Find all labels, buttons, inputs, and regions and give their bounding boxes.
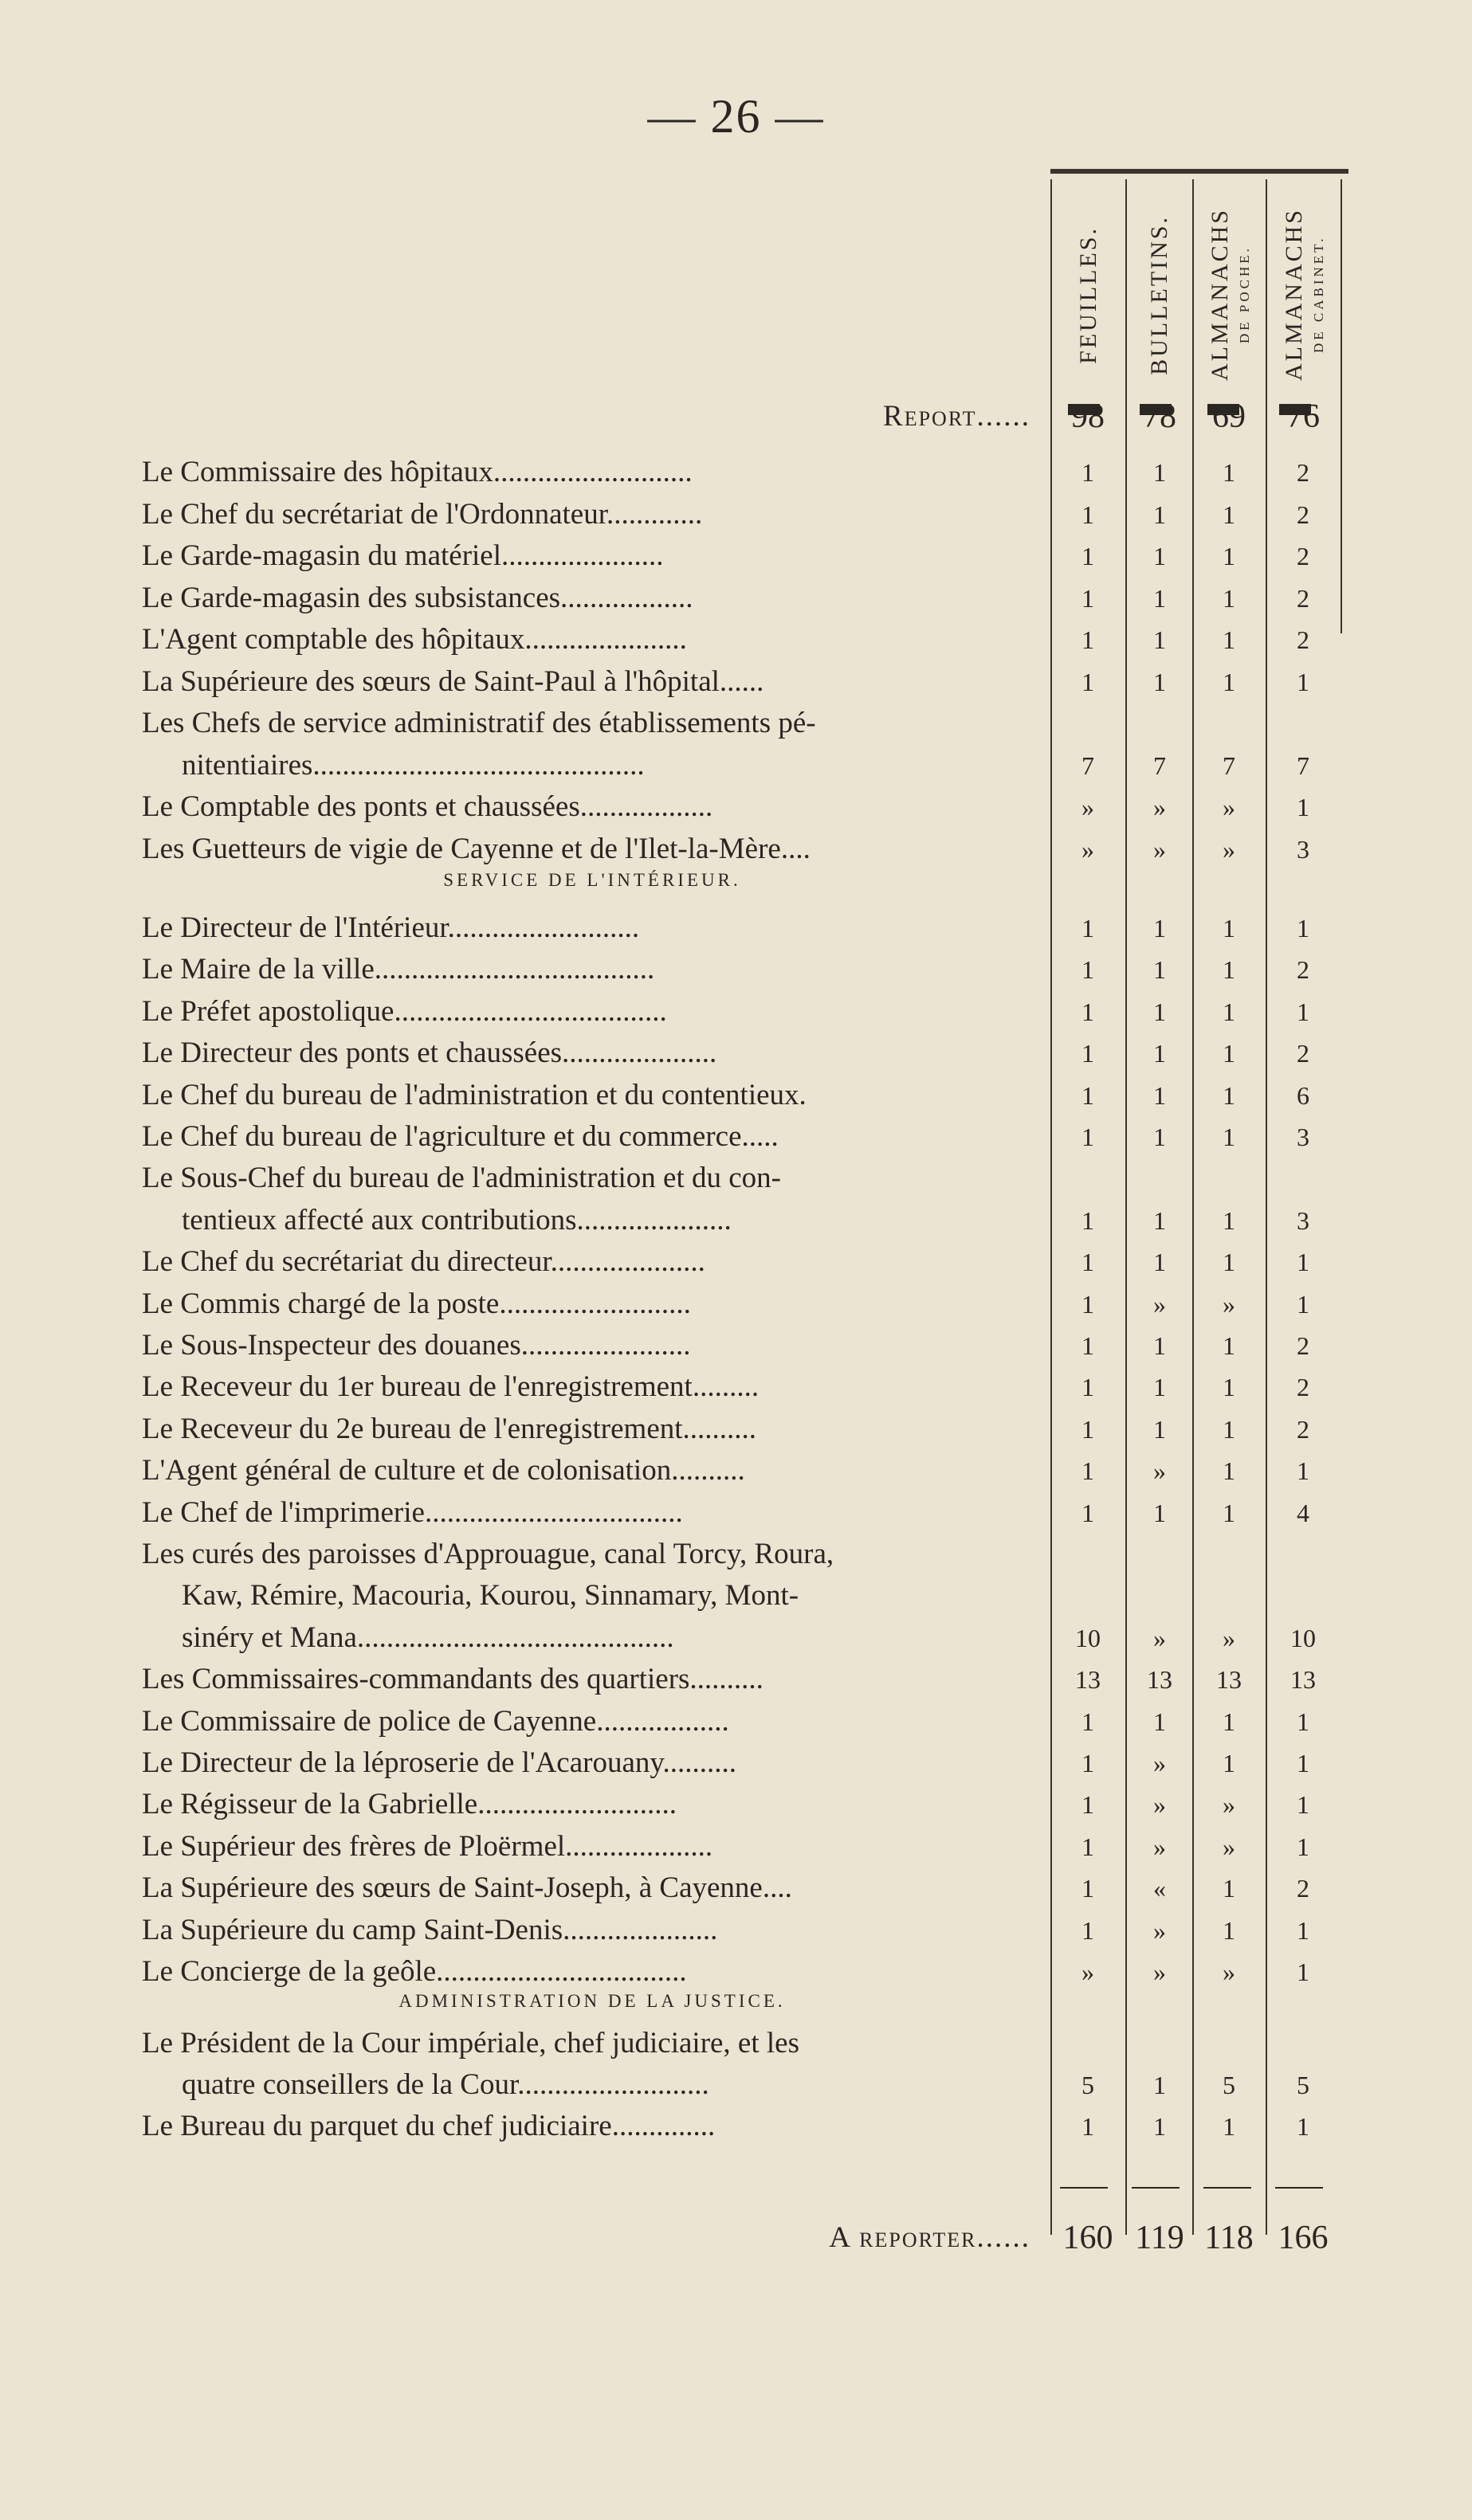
table-row [0,1242,1472,1282]
cell-almanachs-cabinet: 10 [1290,1623,1316,1652]
cell-bulletins: 1 [1153,1498,1166,1527]
cell-bulletins: 1 [1153,625,1166,654]
cell-bulletins: 1 [1153,1039,1166,1068]
cell-almanachs-poche: 1 [1223,1331,1235,1360]
carry-label: A reporter...... [829,2221,1030,2254]
cell-feuilles: 1 [1081,1414,1094,1444]
cell-almanachs-cabinet: 166 [1278,2220,1329,2256]
cell-bulletins: » [1153,834,1166,864]
cell-almanachs-poche: 1 [1223,1915,1235,1945]
cell-almanachs-poche: 1 [1223,997,1235,1026]
row-label: Le Sous-Chef du bureau de l'administration et du con- [142,1162,781,1195]
row-label: Les Guetteurs de vigie de Cayenne et de l'Ilet-la-Mère.... [142,832,811,865]
cell-almanachs-poche: » [1223,1623,1235,1652]
row-label: Le Président de la Cour impériale, chef judiciaire, et les [142,2027,799,2060]
cell-feuilles: 1 [1081,583,1094,613]
row-label: Le Chef du bureau de l'administration et du contentieux. [142,1078,807,1111]
cell-bulletins: 1 [1153,583,1166,613]
total-rule [1132,2187,1180,2189]
cell-almanachs-cabinet: 1 [1297,1707,1309,1736]
cell-almanachs-cabinet: 1 [1297,1915,1309,1945]
cell-almanachs-poche: 1 [1223,1749,1235,1777]
cell-almanachs-poche: » [1223,793,1235,821]
page-number: — 26 — [647,90,825,143]
table-row [0,1743,1472,1783]
cell-bulletins: » [1153,1289,1166,1319]
row-label: La Supérieure des sœurs de Saint-Paul à l'hôpital...... [142,664,764,698]
row-label: Le Bureau du parquet du chef judiciaire.............. [142,2110,716,2142]
cell-bulletins: 1 [1153,1123,1166,1151]
table-row [0,1827,1472,1867]
cell-almanachs-poche: 1 [1223,458,1235,487]
row-label: Les Commissaires-commandants des quartiers.......... [142,1663,763,1696]
table-row [0,1534,1472,1574]
cell-feuilles: 160 [1062,2220,1113,2256]
report-row [0,397,1472,437]
report-label: Report...... [883,400,1030,433]
table-row [0,703,1472,743]
cell-feuilles: 1 [1081,1331,1094,1360]
cell-bulletins: 1 [1153,542,1166,570]
row-label: Le Garde-magasin du matériel...................... [142,539,664,572]
cell-almanachs-poche: 1 [1223,1039,1235,1068]
cell-almanachs-cabinet: 2 [1297,458,1309,487]
cell-bulletins: 1 [1153,1080,1166,1110]
table-row [0,908,1472,948]
cell-feuilles: 98 [1071,398,1105,435]
cell-feuilles: » [1081,834,1094,864]
cell-almanachs-cabinet: 1 [1297,1958,1309,1986]
table-row [0,1785,1472,1824]
cell-feuilles: 1 [1081,914,1094,943]
table-row [0,536,1472,576]
row-label: Le Commissaire de police de Cayenne.................. [142,1704,729,1738]
cell-almanachs-poche: 1 [1223,1248,1235,1277]
cell-feuilles: 1 [1081,625,1094,654]
cell-feuilles: 1 [1081,1749,1094,1777]
row-label: Kaw, Rémire, Macouria, Kourou, Sinnamary, Mont- [182,1579,799,1613]
cell-almanachs-cabinet: 1 [1297,997,1309,1026]
cell-almanachs-cabinet: 1 [1297,1790,1309,1820]
table-row [0,2024,1472,2063]
cell-almanachs-poche: 1 [1223,914,1235,943]
table-row [0,1158,1472,1198]
cell-almanachs-poche: 1 [1223,1373,1235,1402]
cell-almanachs-poche: 1 [1223,1205,1235,1235]
table-row [0,1284,1472,1324]
cell-bulletins: 1 [1153,667,1166,696]
cell-feuilles: 1 [1081,1205,1094,1235]
table-row [0,1868,1472,1908]
cell-feuilles: » [1081,1958,1094,1986]
cell-almanachs-cabinet: 1 [1297,1749,1309,1777]
cell-almanachs-poche: 13 [1216,1665,1242,1695]
cell-bulletins: » [1153,1456,1166,1486]
cell-bulletins: 78 [1143,398,1176,435]
row-label: Le Commissaire des hôpitaux........................... [142,456,693,488]
cell-bulletins: 119 [1135,2220,1184,2256]
cell-almanachs-poche: 1 [1223,583,1235,613]
row-label: tentieux affecté aux contributions..................... [182,1203,732,1236]
cell-bulletins: » [1153,1832,1166,1861]
row-label: La Supérieure des sœurs de Saint-Joseph, à Cayenne.... [142,1871,792,1905]
cell-almanachs-cabinet: 2 [1297,625,1309,654]
cell-almanachs-poche: » [1223,834,1235,864]
cell-feuilles: 1 [1081,1080,1094,1110]
cell-feuilles: 10 [1075,1623,1101,1652]
row-label: Les curés des paroisses d'Approuague, canal Torcy, Roura, [142,1538,834,1570]
cell-bulletins: 1 [1153,500,1166,529]
cell-bulletins: » [1153,1958,1166,1986]
cell-almanachs-cabinet: 1 [1297,1832,1309,1861]
section-heading-justice: ADMINISTRATION DE LA JUSTICE. [398,1991,786,2011]
table-row [0,2107,1472,2146]
cell-almanachs-cabinet: 2 [1297,955,1309,985]
table-row [0,1660,1472,1699]
cell-almanachs-poche: 118 [1204,2220,1254,2256]
row-label: Le Chef du bureau de l'agriculture et du commerce..... [142,1120,779,1153]
row-label: Le Chef de l'imprimerie................................... [142,1495,683,1529]
column-header-almanachs-cabinet: ALMANACHS DE CABINET. [1281,208,1326,382]
cell-almanachs-poche: 1 [1223,1874,1235,1903]
row-label: Les Chefs de service administratif des établissements pé- [142,707,816,739]
row-label: L'Agent général de culture et de colonisation.......... [142,1454,745,1487]
table-row [0,495,1472,535]
cell-almanachs-cabinet: 5 [1297,2071,1309,2099]
cell-bulletins: 1 [1153,955,1166,985]
cell-bulletins: » [1153,1915,1166,1945]
cell-bulletins: » [1153,1749,1166,1777]
cell-feuilles: 1 [1081,1790,1094,1820]
cell-bulletins: 1 [1153,2071,1166,2099]
cell-almanachs-poche: » [1223,1790,1235,1820]
cell-bulletins: 1 [1153,458,1166,487]
cell-almanachs-cabinet: 1 [1297,793,1309,821]
cell-bulletins: « [1153,1874,1166,1903]
row-label: Le Chef du secrétariat de l'Ordonnateur............. [142,497,703,531]
row-label: Le Concierge de la geôle.................................. [142,1955,687,1988]
table-row [0,1451,1472,1491]
table-row [0,662,1472,702]
cell-feuilles: » [1081,793,1094,821]
cell-almanachs-poche: 1 [1223,1498,1235,1527]
cell-feuilles: 7 [1081,751,1094,780]
table-row [0,1326,1472,1366]
cell-almanachs-poche: 5 [1223,2071,1235,2099]
row-label: Le Garde-magasin des subsistances.................. [142,581,693,614]
section-heading-interieur: SERVICE DE L'INTÉRIEUR. [443,870,741,890]
cell-bulletins: 1 [1153,2112,1166,2141]
table-top-rule [1050,169,1348,174]
cell-almanachs-cabinet: 3 [1297,1123,1309,1151]
table-row [0,453,1472,492]
cell-almanachs-cabinet: 76 [1286,398,1320,435]
row-label: Le Commis chargé de la poste.......................... [142,1287,691,1320]
row-label: Le Directeur des ponts et chaussées..................... [142,1037,717,1070]
row-label: nitentiaires............................................. [182,748,645,782]
table-row [0,1076,1472,1115]
cell-feuilles: 1 [1081,997,1094,1026]
row-label: Le Régisseur de la Gabrielle........................... [142,1788,677,1821]
cell-feuilles: 1 [1081,1248,1094,1277]
row-label: La Supérieure du camp Saint-Denis..................... [142,1913,718,1946]
row-label: Le Receveur du 1er bureau de l'enregistrement......... [142,1370,760,1404]
cell-almanachs-poche: 1 [1223,1456,1235,1486]
row-label: Le Préfet apostolique..................................... [142,994,667,1028]
cell-almanachs-poche: 1 [1223,625,1235,654]
cell-almanachs-poche: 1 [1223,1414,1235,1444]
cell-almanachs-cabinet: 1 [1297,1456,1309,1486]
cell-almanachs-cabinet: 1 [1297,1289,1309,1319]
cell-feuilles: 1 [1081,500,1094,529]
cell-feuilles: 13 [1075,1665,1101,1695]
cell-bulletins: 7 [1153,751,1166,780]
total-rule [1203,2187,1251,2189]
table-row [0,578,1472,618]
cell-almanachs-cabinet: 2 [1297,1039,1309,1068]
total-rule [1060,2187,1108,2189]
cell-bulletins: 1 [1153,1205,1166,1235]
table-row [0,1409,1472,1449]
cell-almanachs-cabinet: 1 [1297,914,1309,943]
cell-bulletins: » [1153,793,1166,821]
table-row [0,1367,1472,1407]
column-header-bulletins: BULLETINS. [1146,214,1172,375]
cell-almanachs-poche: » [1223,1289,1235,1319]
table-row [0,1911,1472,1950]
column-header-feuilles: FEUILLES. [1075,225,1101,364]
row-label: Le Directeur de la léproserie de l'Acarouany.......... [142,1746,736,1779]
table-row [0,2065,1472,2105]
row-label: Le Receveur du 2e bureau de l'enregistrement.......... [142,1412,757,1445]
table-row [0,1576,1472,1616]
cell-almanachs-cabinet: 1 [1297,2112,1309,2141]
cell-almanachs-cabinet: 1 [1297,1248,1309,1277]
cell-almanachs-poche: 1 [1223,1707,1235,1736]
row-label: Le Supérieur des frères de Ploërmel.................... [142,1829,713,1863]
cell-feuilles: 1 [1081,2112,1094,2141]
total-rule [1275,2187,1323,2189]
table-row [0,1702,1472,1742]
cell-almanachs-cabinet: 2 [1297,1373,1309,1402]
table-row [0,992,1472,1032]
cell-almanachs-cabinet: 3 [1297,834,1309,864]
table-row [0,1618,1472,1658]
cell-almanachs-cabinet: 2 [1297,1331,1309,1360]
cell-almanachs-cabinet: 2 [1297,1414,1309,1444]
cell-feuilles: 1 [1081,955,1094,985]
cell-almanachs-poche: » [1223,1958,1235,1986]
cell-bulletins: » [1153,1623,1166,1652]
column-header-almanachs-poche: ALMANACHS DE POCHE. [1207,208,1252,382]
row-label: Le Maire de la ville...................................... [142,953,655,986]
cell-bulletins: 13 [1147,1665,1172,1695]
cell-almanachs-cabinet: 4 [1297,1498,1309,1527]
cell-feuilles: 1 [1081,1498,1094,1527]
cell-bulletins: 1 [1153,1331,1166,1360]
row-label: Le Sous-Inspecteur des douanes....................... [142,1329,691,1362]
cell-feuilles: 5 [1081,2071,1094,2099]
cell-almanachs-cabinet: 3 [1297,1205,1309,1235]
cell-almanachs-poche: 1 [1223,667,1235,696]
cell-almanachs-poche: 1 [1223,542,1235,570]
cell-almanachs-cabinet: 6 [1297,1080,1309,1110]
table-row [0,746,1472,786]
cell-bulletins: » [1153,1790,1166,1820]
cell-almanachs-poche: 69 [1212,398,1246,435]
cell-almanachs-cabinet: 1 [1297,667,1309,696]
cell-almanachs-cabinet: 13 [1290,1665,1316,1695]
cell-feuilles: 1 [1081,1289,1094,1319]
table-row [0,1117,1472,1157]
cell-feuilles: 1 [1081,1373,1094,1402]
row-label: sinéry et Mana........................................... [182,1621,674,1654]
cell-feuilles: 1 [1081,1832,1094,1861]
cell-feuilles: 1 [1081,1123,1094,1151]
table-row [0,620,1472,660]
cell-almanachs-cabinet: 2 [1297,500,1309,529]
cell-almanachs-cabinet: 2 [1297,1874,1309,1903]
cell-feuilles: 1 [1081,667,1094,696]
table-row [0,787,1472,827]
cell-almanachs-poche: » [1223,1832,1235,1861]
cell-almanachs-poche: 1 [1223,2112,1235,2141]
cell-bulletins: 1 [1153,1373,1166,1402]
table-row [0,950,1472,990]
cell-bulletins: 1 [1153,1248,1166,1277]
cell-almanachs-cabinet: 2 [1297,583,1309,613]
cell-feuilles: 1 [1081,458,1094,487]
table-row [0,1033,1472,1073]
cell-feuilles: 1 [1081,542,1094,570]
cell-bulletins: 1 [1153,914,1166,943]
row-label: Le Comptable des ponts et chaussées.................. [142,790,713,823]
cell-bulletins: 1 [1153,997,1166,1026]
row-label: L'Agent comptable des hôpitaux...................... [142,623,687,656]
cell-almanachs-poche: 1 [1223,955,1235,985]
row-label: quatre conseillers de la Cour.......................... [182,2068,709,2101]
cell-feuilles: 1 [1081,1915,1094,1945]
row-label: Le Directeur de l'Intérieur.......................... [142,911,640,944]
cell-almanachs-poche: 1 [1223,1080,1235,1110]
cell-almanachs-cabinet: 7 [1297,751,1309,780]
row-label: Le Chef du secrétariat du directeur..................... [142,1245,705,1279]
cell-almanachs-cabinet: 2 [1297,542,1309,570]
cell-bulletins: 1 [1153,1414,1166,1444]
cell-bulletins: 1 [1153,1707,1166,1736]
cell-almanachs-poche: 7 [1223,751,1235,780]
cell-feuilles: 1 [1081,1707,1094,1736]
cell-feuilles: 1 [1081,1456,1094,1486]
table-row [0,1201,1472,1240]
table-row [0,1493,1472,1533]
table-row [0,829,1472,869]
carry-forward-row [0,2218,1472,2258]
cell-almanachs-poche: 1 [1223,500,1235,529]
cell-feuilles: 1 [1081,1039,1094,1068]
cell-almanachs-poche: 1 [1223,1123,1235,1151]
cell-feuilles: 1 [1081,1874,1094,1903]
